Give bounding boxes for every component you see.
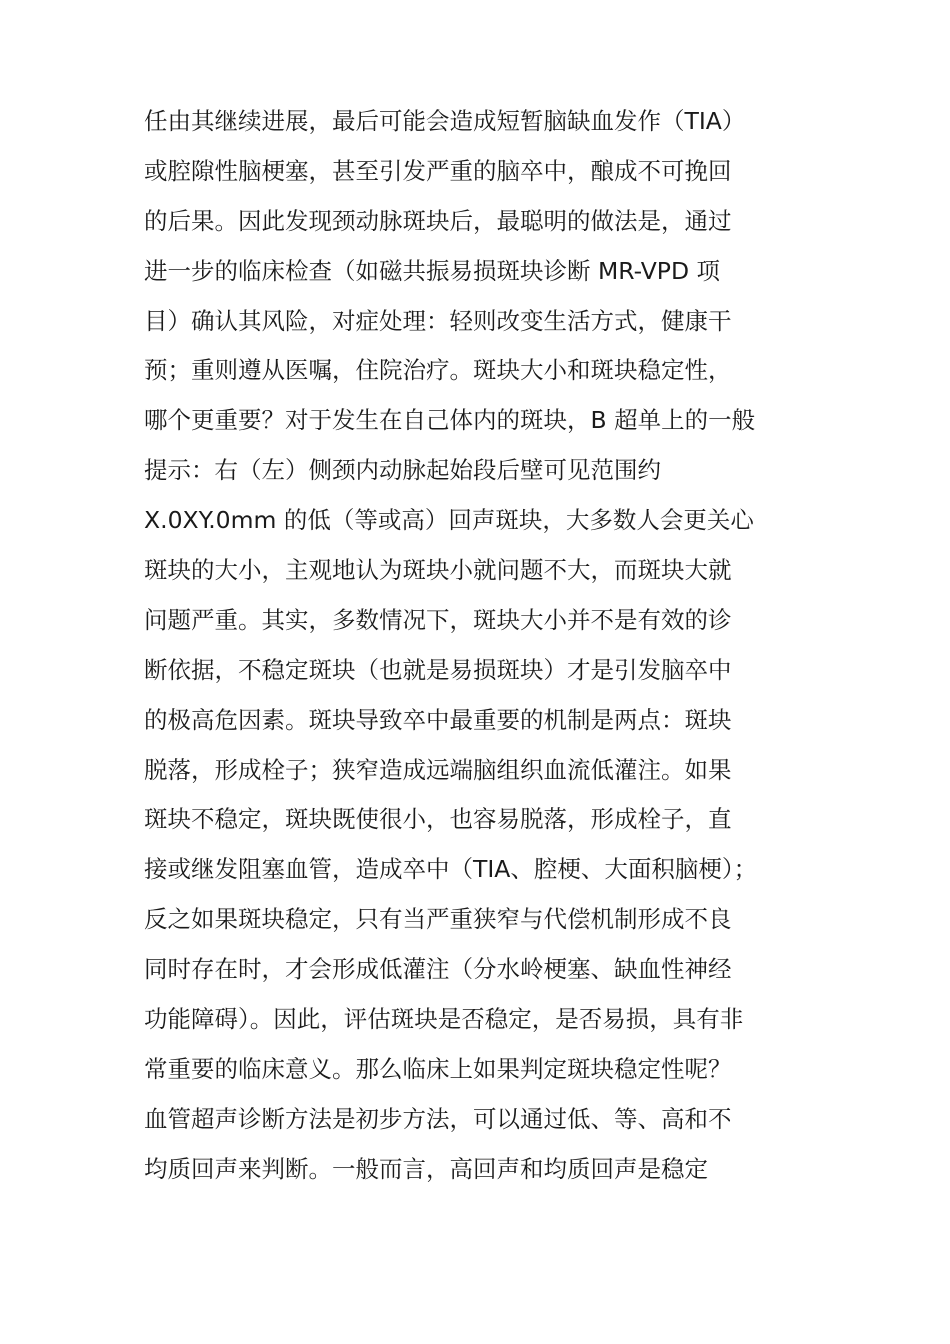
body-paragraph xyxy=(144,97,824,1195)
text-line: 断依据，不稳定斑块（也就是易损斑块）才是引发脑卒中 xyxy=(144,655,732,684)
text-line: 常重要的临床意义。那么临床上如果判定斑块稳定性呢？ xyxy=(144,1054,732,1083)
text-line: 斑块的大小，主观地认为斑块小就问题不大，而斑块大就 xyxy=(144,556,732,585)
text-line: 接或继发阻塞血管，造成卒中（TIA、腔梗、大面积脑梗）； xyxy=(144,855,758,884)
text-line: 脱落，形成栓子；狭窄造成远端脑组织血流低灌注。如果 xyxy=(144,755,732,784)
text-line: 的后果。因此发现颈动脉斑块后，最聪明的做法是，通过 xyxy=(144,206,732,235)
text-line: 任由其继续进展，最后可能会造成短暂脑缺血发作（TIA） xyxy=(144,107,746,135)
text-line: X.0XY.0mm 的低（等或高）回声斑块，大多数人会更关心 xyxy=(144,506,754,535)
text-line: 功能障碍）。因此，评估斑块是否稳定，是否易损，具有非 xyxy=(144,1005,744,1034)
text-line: 提示：右（左）侧颈内动脉起始段后壁可见范围约 xyxy=(144,456,661,485)
text-line: 哪个更重要？对于发生在自己体内的斑块，B 超单上的一般 xyxy=(144,406,756,435)
text-line: 目）确认其风险，对症处理：轻则改变生活方式，健康干 xyxy=(144,306,732,335)
text-line: 反之如果斑块稳定，只有当严重狭窄与代偿机制形成不良 xyxy=(144,905,732,934)
text-line: 问题严重。其实，多数情况下，斑块大小并不是有效的诊 xyxy=(144,605,732,634)
text-line: 同时存在时，才会形成低灌注（分水岭梗塞、缺血性神经 xyxy=(144,955,732,984)
text-line: 血管超声诊断方法是初步方法，可以通过低、等、高和不 xyxy=(144,1104,732,1133)
text-line: 斑块不稳定，斑块既使很小，也容易脱落，形成栓子，直 xyxy=(144,805,732,834)
text-line: 的极高危因素。斑块导致卒中最重要的机制是两点：斑块 xyxy=(144,705,732,734)
text-line: 均质回声来判断。一般而言，高回声和均质回声是稳定 xyxy=(144,1154,708,1183)
text-line: 或腔隙性脑梗塞，甚至引发严重的脑卒中，酿成不可挽回 xyxy=(144,156,732,185)
text-line: 进一步的临床检查（如磁共振易损斑块诊断 MR-VPD 项 xyxy=(144,256,721,285)
text-line: 预；重则遵从医嘱，住院治疗。斑块大小和斑块稳定性， xyxy=(144,356,732,385)
